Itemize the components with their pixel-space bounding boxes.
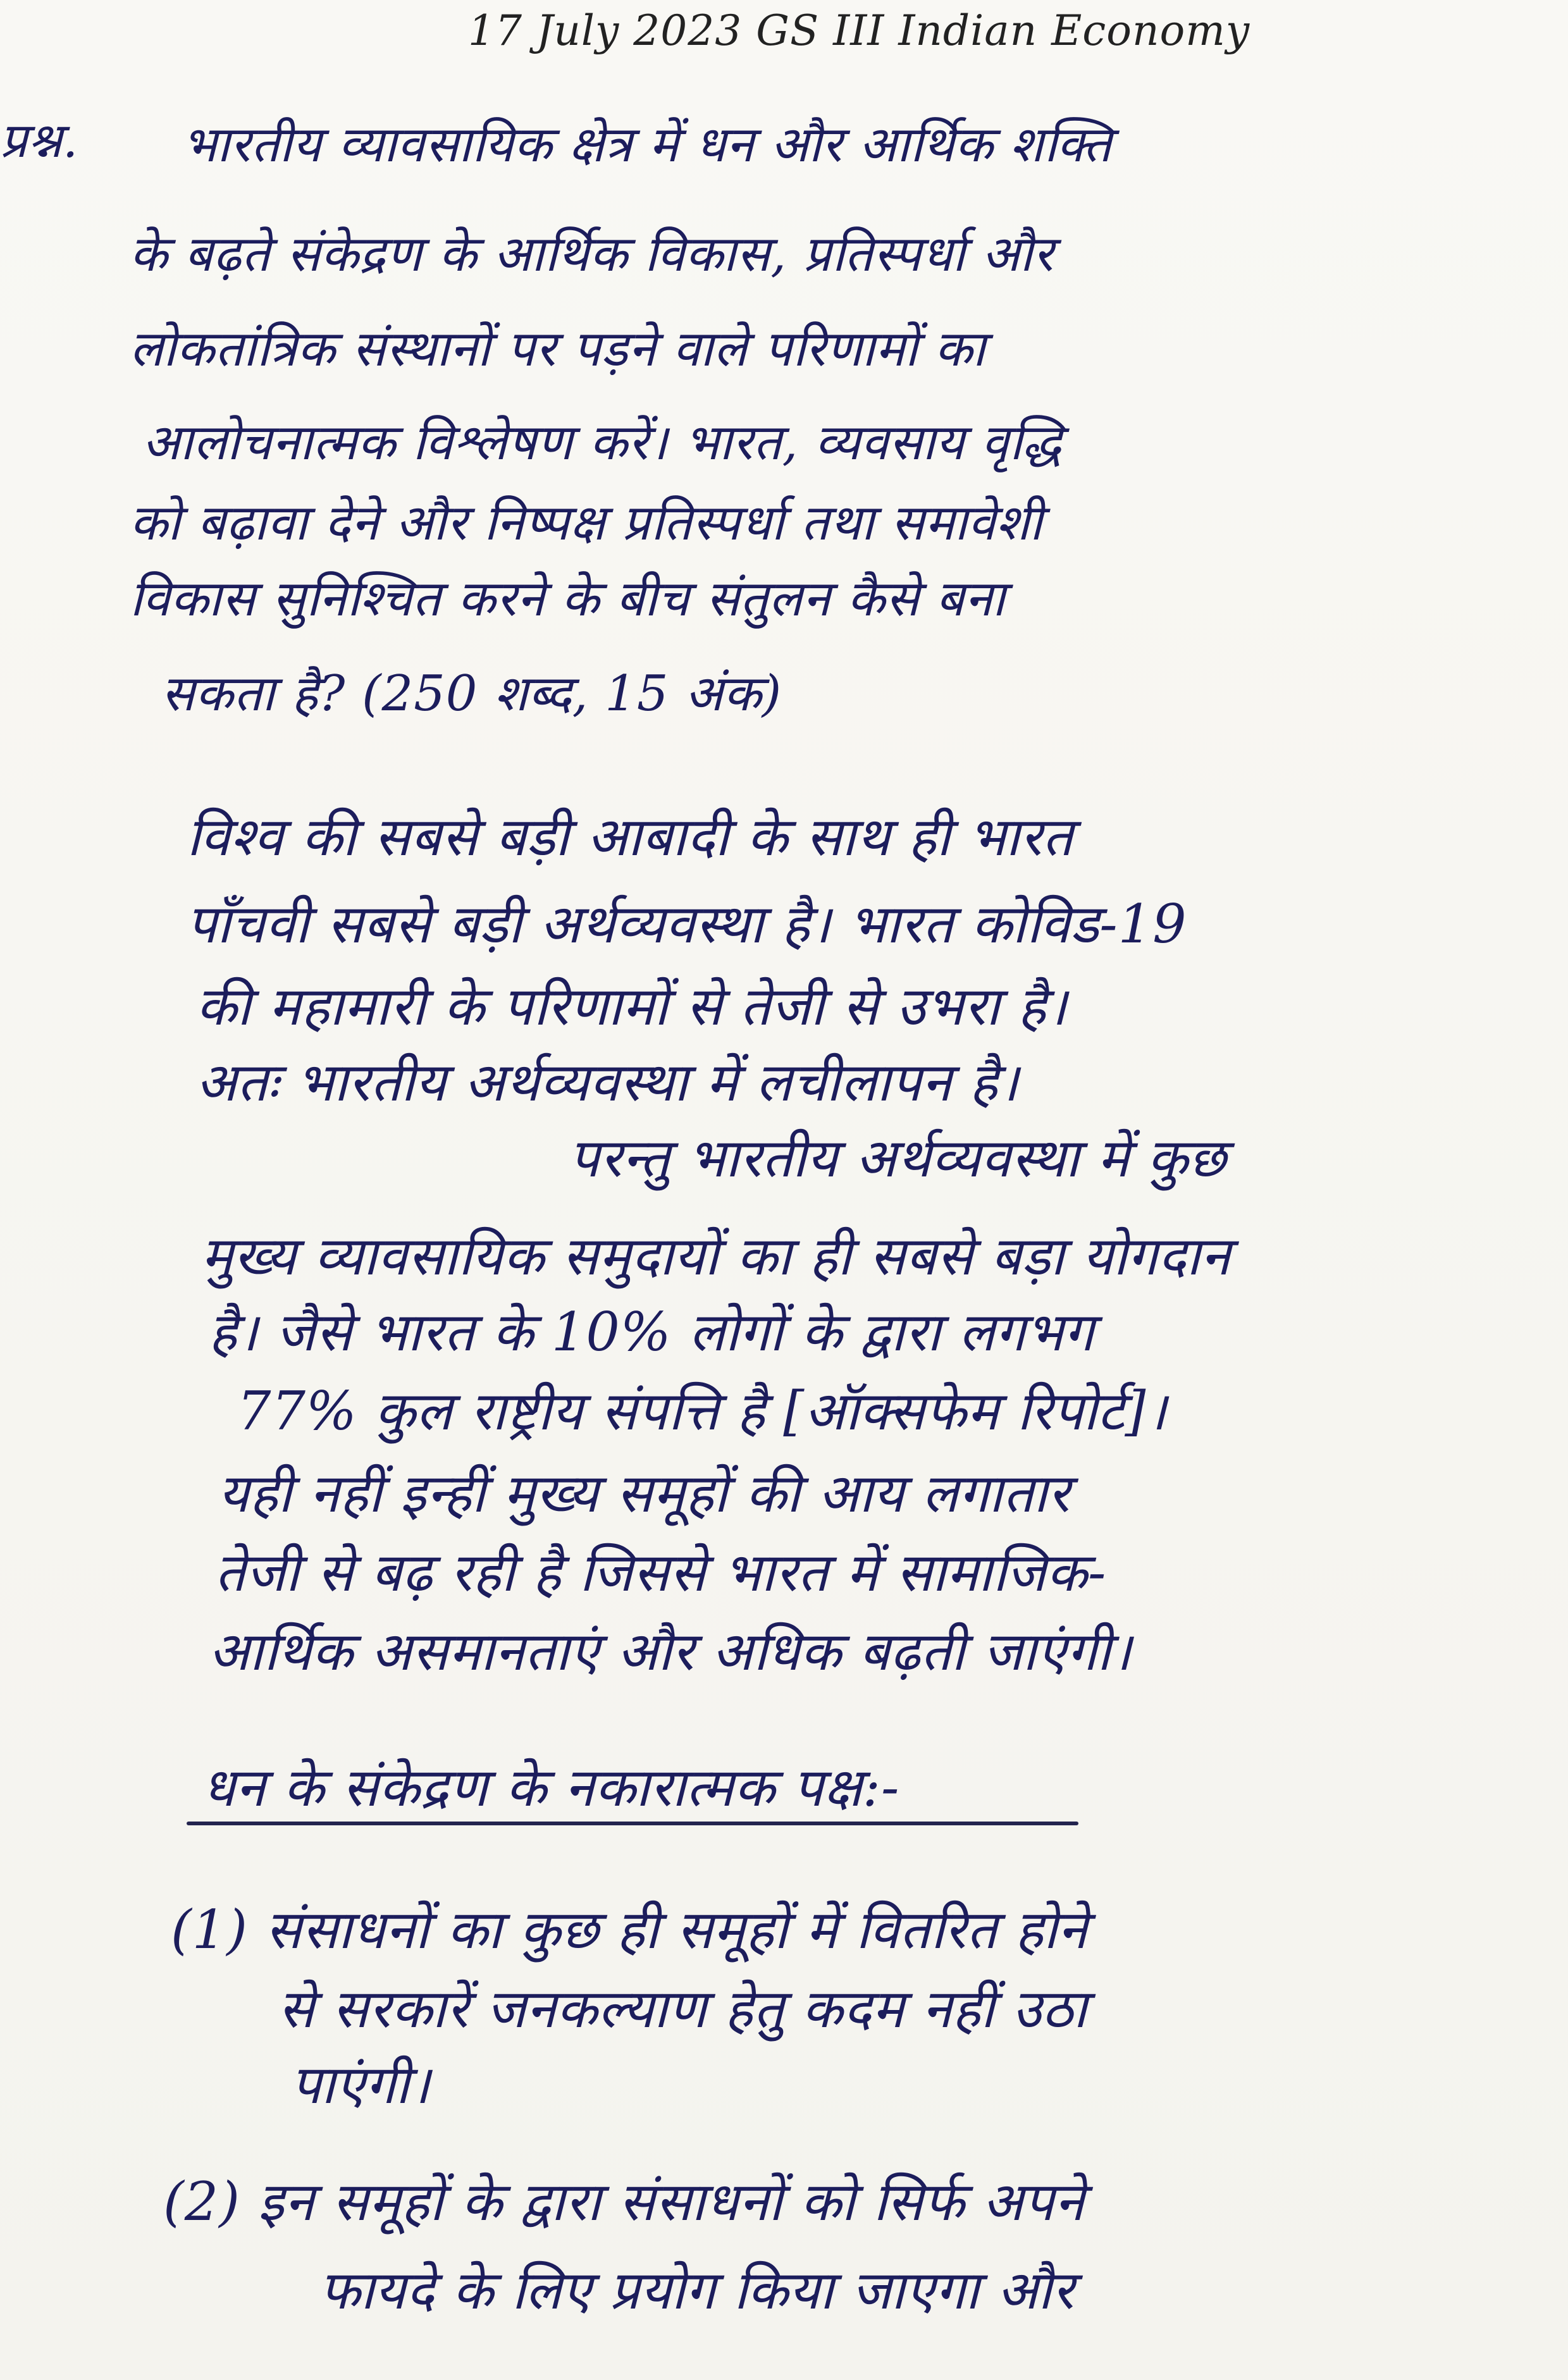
answer-line: की महामारी के परिणामों से तेजी से उभरा है। — [196, 975, 1068, 1037]
question-line: सकता है? (250 शब्द, 15 अंक) — [161, 665, 782, 722]
answer-line: पाँचवी सबसे बड़ी अर्थव्यवस्था है। भारत कोविड-19 — [187, 893, 1187, 955]
point-line: फायदे के लिए प्रयोग किया जाएगा और — [319, 2259, 1075, 2321]
answer-line: 77% कुल राष्ट्रीय संपत्ति है [ऑक्सफेम रिपोर्ट]। — [237, 1380, 1168, 1442]
answer-line: विश्व की सबसे बड़ी आबादी के साथ ही भारत — [187, 806, 1073, 868]
point-line: (2) इन समूहों के द्वारा संसाधनों को सिर्फ अपने — [163, 2171, 1085, 2233]
question-line: को बढ़ावा देने और निष्पक्ष प्रतिस्पर्धा तथा समावेशी — [130, 495, 1043, 552]
answer-line: अतः भारतीय अर्थव्यवस्था में लचीलापन है। — [196, 1051, 1020, 1113]
answer-line: मुख्य व्यावसायिक समुदायों का ही सबसे बड़ा योगदान — [201, 1225, 1231, 1287]
question-label: प्रश्न. — [0, 112, 79, 168]
point-line: से सरकारें जनकल्याण हेतु कदम नहीं उठा — [278, 1978, 1088, 2040]
question-line: भारतीय व्यावसायिक क्षेत्र में धन और आर्थिक शक्ति — [182, 116, 1112, 173]
answer-line: है। जैसे भारत के 10% लोगों के द्वारा लगभग — [209, 1301, 1095, 1363]
point-line: पाएंगी। — [291, 2054, 431, 2116]
question-line: के बढ़ते संकेद्रण के आर्थिक विकास, प्रतिस्पर्धा और — [130, 226, 1054, 283]
section-heading: धन के संकेद्रण के नकारात्मक पक्ष:- — [202, 1756, 900, 1818]
answer-line: यही नहीं इन्हीं मुख्य समूहों की आय लगातार — [218, 1462, 1070, 1524]
answer-line: परन्तु भारतीय अर्थव्यवस्था में कुछ — [569, 1127, 1227, 1189]
page-header: 17 July 2023 GS III Indian Economy — [468, 6, 1250, 55]
heading-underline — [187, 1822, 1078, 1825]
point-line: (1) संसाधनों का कुछ ही समूहों में वितरित होने — [171, 1899, 1088, 1961]
answer-line: आर्थिक असमानताएं और अधिक बढ़ती जाएंगी। — [209, 1620, 1132, 1682]
question-line: विकास सुनिश्चित करने के बीच संतुलन कैसे बना — [130, 570, 1006, 627]
question-line: आलोचनात्मक विश्लेषण करें। भारत, व्यवसाय वृद्धि — [142, 414, 1063, 471]
question-line: लोकतांत्रिक संस्थानों पर पड़ने वाले परिणामों का — [130, 321, 986, 378]
answer-line: तेजी से बढ़ रही है जिससे भारत में सामाजिक- — [215, 1541, 1107, 1603]
